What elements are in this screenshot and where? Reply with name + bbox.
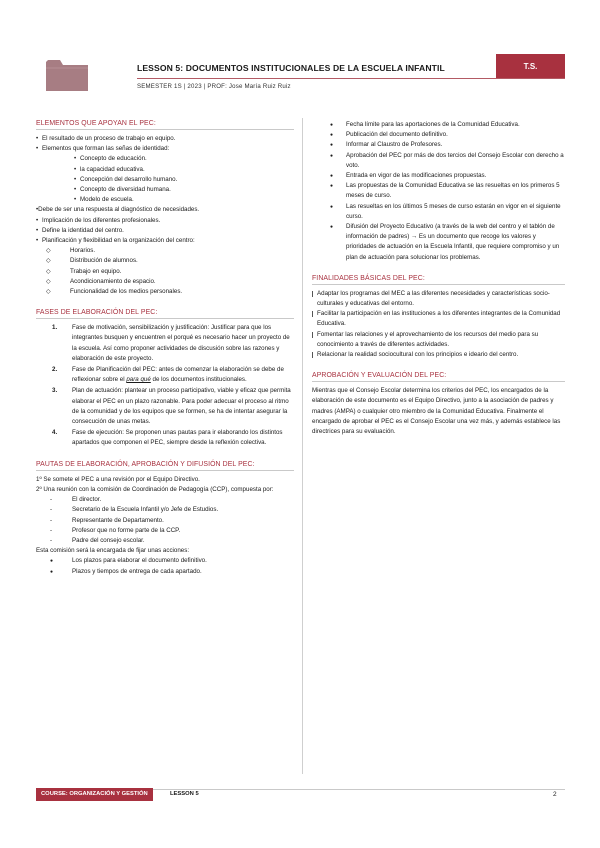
section-heading: ELEMENTOS QUE APOYAN EL PEC: xyxy=(36,120,294,130)
list-item: • Concepción del desarrollo humano. xyxy=(74,175,294,185)
bullet-list xyxy=(36,216,294,247)
section-heading: APROBACIÓN Y EVALUACIÓN DEL PEC: xyxy=(312,372,565,382)
list-item: Adaptar los programas del MEC a las diferentes necesidades y características socio-culturales y educativas del entorno. xyxy=(312,289,565,309)
item-text-pre: Fase de Planificación del PEC: antes de comenzar la elaboración se debe de reflexionar sobre el xyxy=(72,366,284,384)
list-item: - Profesor que no forme parte de la CCP. xyxy=(50,526,294,536)
paragraph: Mientras que el Consejo Escolar determina los criterios del PEC, los encargados de la elaboración de este documento es el Equipo Directivo, junto a la asociación de padres y madres (AMPA) o cualquier otro miembro de la Comunidad Educativa. Finalmente el encargado de aprobar el PEC es el Consejo Escolar una vez más, y además establece las directrices para su evaluación. xyxy=(312,387,561,436)
list-item: • la capacidad educativa. xyxy=(74,165,294,175)
list-item: Fomentar las relaciones y el aprovechamiento de los recursos del medio para su conocimiento a través de diferentes actividades. xyxy=(312,330,565,350)
bracket-list xyxy=(312,289,565,360)
list-item: ● Entrada en vigor de las modificaciones propuestas. xyxy=(330,171,565,181)
item-emphasis: para qué xyxy=(126,376,151,384)
section-elementos xyxy=(36,120,294,297)
folder-icon xyxy=(46,58,88,91)
bullet-list xyxy=(36,134,294,154)
step-2-line: 2º Una reunión con la comisión de Coordinación de Pedagogía (CCP), compuesta por: xyxy=(36,485,274,493)
step-1-line: 1º Se somete el PEC a una revisión por el Equipo Directivo. xyxy=(36,475,200,483)
list-item: • Elementos que forman las señas de identidad: xyxy=(36,144,294,154)
list-item: ◇ Distribución de alumnos. xyxy=(46,256,294,266)
footer-lesson: LESSON 5 xyxy=(170,791,199,797)
list-item: - Padre del consejo escolar. xyxy=(50,536,294,546)
page-number: 2 xyxy=(553,791,557,798)
section-heading: PAUTAS DE ELABORACIÓN, APROBACIÓN Y DIFUSIÓN DEL PEC: xyxy=(36,461,294,471)
item-number: 4. xyxy=(52,429,58,437)
list-item: - Secretario de la Escuela Infantil y/o Jefe de Estudios. xyxy=(50,505,294,515)
numbered-list xyxy=(36,323,294,448)
list-item: • Define la identidad del centro. xyxy=(36,226,294,236)
ts-badge: T.S. xyxy=(496,54,565,79)
item-text: Fase de motivación, sensibilización y justificación: Justificar para que los integrantes busquen y encuentren el porqué es necesario hacer un proyecto de la escuela. Así como proponer actividades de discusión sobre las razones y elaboración de este proyecto. xyxy=(72,324,290,362)
list-item: Relacionar la realidad sociocultural con los principios e ideario del centro. xyxy=(312,350,565,360)
left-column xyxy=(36,120,294,589)
list-item: ◇ Acondicionamiento de espacio. xyxy=(46,277,294,287)
list-item: Facilitar la participación en las instituciones a los diferentes integrantes de la Comunidad Educativa. xyxy=(312,309,565,329)
column-divider xyxy=(302,118,303,774)
list-item: ● Aprobación del PEC por más de dos tercios del Consejo Escolar con derecho a voto. xyxy=(330,151,565,171)
header-rule xyxy=(137,78,565,79)
list-item xyxy=(52,323,294,364)
item-text: Plan de actuación: plantear un proceso participativo, viable y eficaz que permita elaborar el PEC en un plazo razonable. Para poder adecuar el proceso al ritmo de la comunidad y de los equipos que se formen, se ha de intentar asegurar la consecución de unas metas. xyxy=(72,387,291,426)
item-number: 3. xyxy=(52,387,58,395)
list-item: ● Publicación del documento definitivo. xyxy=(330,130,565,140)
list-item: • Concepto de educación. xyxy=(74,154,294,164)
dash-list xyxy=(36,495,294,546)
list-item: ● Informar al Claustro de Profesores. xyxy=(330,140,565,150)
section-pautas xyxy=(36,461,294,577)
list-item: • El resultado de un proceso de trabajo en equipo. xyxy=(36,134,294,144)
section-fases xyxy=(36,309,294,448)
list-item: • Planificación y flexibilidad en la organización del centro: xyxy=(36,236,294,246)
item-text: Fase de ejecución: Se proponen unas pautas para ir elaborando los distintos apartados que componen el PEC, siempre desde la reflexión colectiva. xyxy=(72,429,283,447)
semester-meta: SEMESTER 1S | 2023 | PROF: Jose María Ruiz Ruiz xyxy=(137,83,291,90)
list-item: ◇ Trabajo en equipo. xyxy=(46,267,294,277)
diamond-list xyxy=(36,246,294,297)
commission-line: Esta comisión será la encargada de fijar unas acciones: xyxy=(36,547,190,555)
list-item: • Implicación de los diferentes profesionales. xyxy=(36,216,294,226)
list-item: • Concepto de diversidad humana. xyxy=(74,185,294,195)
list-item: ● Fecha límite para las aportaciones de la Comunidad Educativa. xyxy=(330,120,565,130)
section-heading: FINALIDADES BÁSICAS DEL PEC: xyxy=(312,275,565,285)
list-item: ● Las propuestas de la Comunidad Educativa se las resueltas en los primeros 5 meses de curso. xyxy=(330,181,565,201)
section-finalidades xyxy=(312,275,565,360)
item-number: 2. xyxy=(52,366,58,374)
list-item: ◇ Funcionalidad de los medios personales. xyxy=(46,287,294,297)
dot-list xyxy=(36,556,294,576)
sub-bullet-list xyxy=(36,154,294,205)
list-item xyxy=(52,365,294,385)
list-item: - Representante de Departamento. xyxy=(50,516,294,526)
list-item: ● Plazos y tiempos de entrega de cada apartado. xyxy=(50,567,294,577)
section-heading: FASES DE ELABORACIÓN DEL PEC: xyxy=(36,309,294,319)
right-column xyxy=(312,120,565,449)
diagnostic-line: •Debe de ser una respuesta al diagnóstico de necesidades. xyxy=(36,206,200,214)
list-item: - El director. xyxy=(50,495,294,505)
footer-course: COURSE: ORGANIZACIÓN Y GESTIÓN xyxy=(36,788,153,801)
item-text-post: de los documentos institucionales. xyxy=(150,376,247,384)
list-item xyxy=(52,386,294,427)
dot-list xyxy=(312,120,565,263)
list-item: ● Difusión del Proyecto Educativo (a través de la web del centro y el tablón de información de padres) → Es un documento que recoge los valores y prioridades de actuación en la Escuela Infantil, que requiere compromiso y un plan de actuación para solucionar los problemas. xyxy=(330,222,565,263)
list-item: • Modelo de escuela. xyxy=(74,195,294,205)
list-item: ● Los plazos para elaborar el documento definitivo. xyxy=(50,556,294,566)
section-aprobacion xyxy=(312,372,565,437)
list-item xyxy=(52,428,294,448)
lesson-title: LESSON 5: DOCUMENTOS INSTITUCIONALES DE LA ESCUELA INFANTIL xyxy=(137,63,445,73)
item-number: 1. xyxy=(52,324,58,332)
list-item: ● Las resueltas en los últimos 5 meses de curso estarán en vigor en el siguiente curso. xyxy=(330,202,565,222)
list-item: ◇ Horarios. xyxy=(46,246,294,256)
